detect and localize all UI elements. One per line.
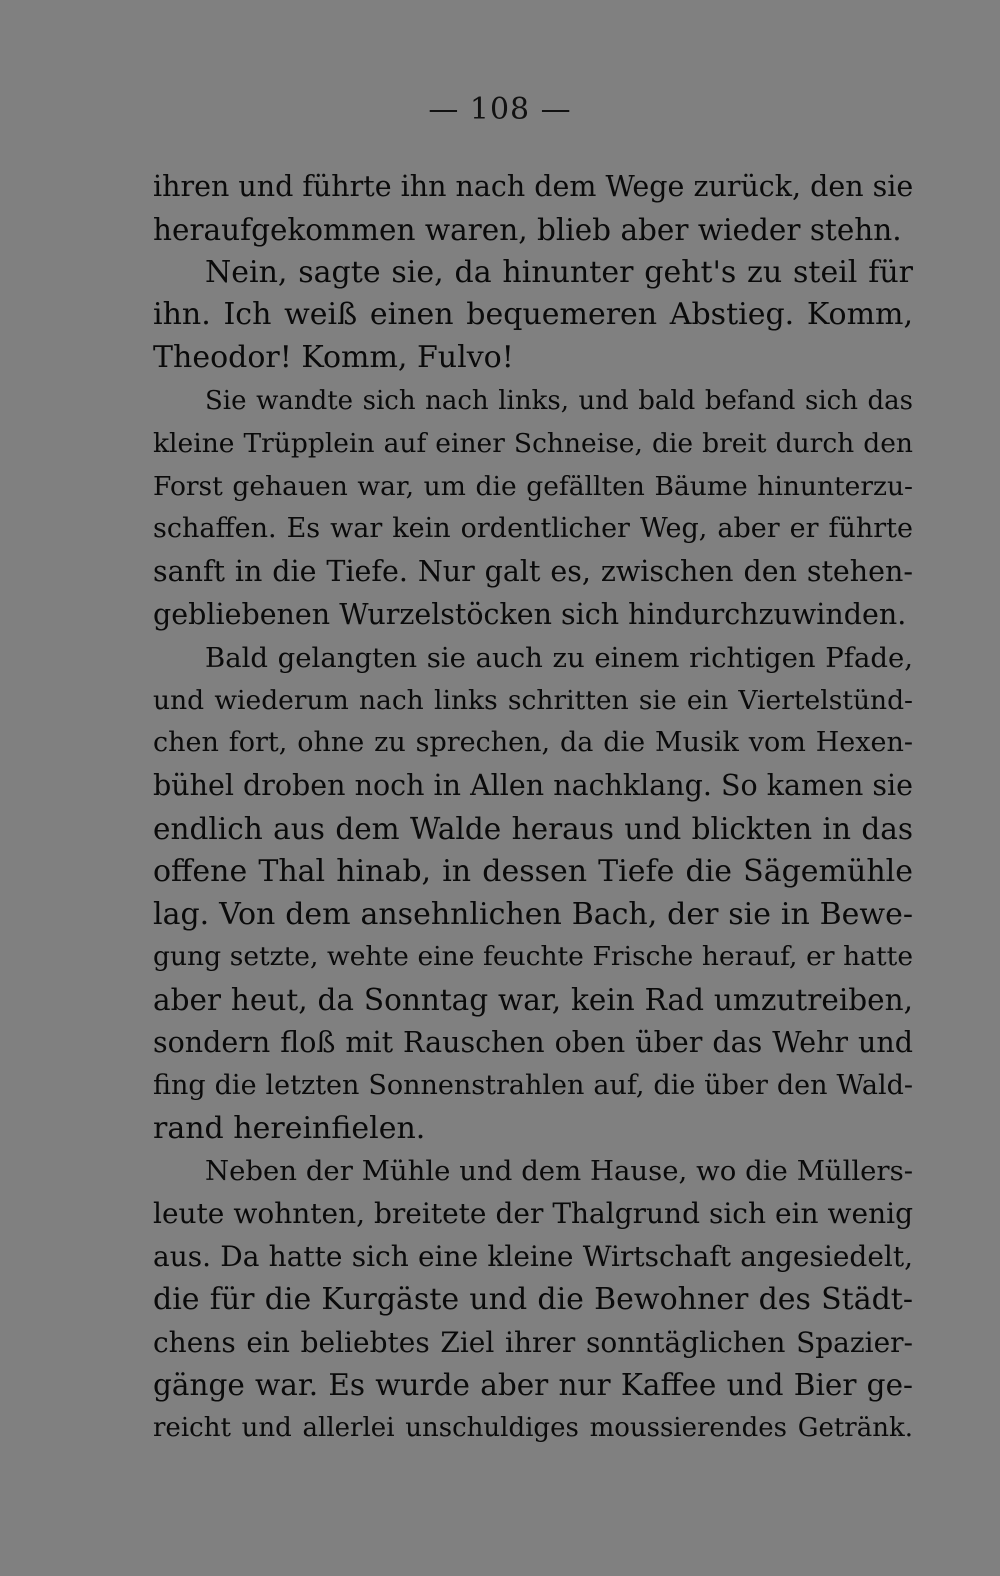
text-line: Forst gehauen war, um die gefällten Bäume hinunterzu- (153, 470, 913, 502)
text-line: chens ein beliebtes Ziel ihrer sonntäglichen Spazier- (153, 1325, 913, 1359)
text-line: aber heut, da Sonntag war, kein Rad umzutreiben, (153, 983, 913, 1018)
text-line: Sie wandte sich nach links, und bald befand sich das (205, 385, 913, 416)
text-line: sanft in die Tiefe. Nur galt es, zwischen den stehen- (153, 555, 913, 589)
text-line: ihn. Ich weiß einen bequemeren Abstieg. Komm, (153, 297, 913, 333)
text-line: kleine Trüpplein auf einer Schneise, die breit durch den (153, 427, 913, 459)
text-line: und wiederum nach links schritten sie ein Viertelstünd- (153, 684, 913, 716)
text-line: fing die letzten Sonnenstrahlen auf, die über den Wald- (153, 1069, 913, 1101)
text-line: leute wohnten, breitete der Thalgrund sich ein wenig (153, 1197, 913, 1231)
text-line: ihren und führte ihn nach dem Wege zurück, den sie (153, 170, 913, 203)
text-line: schaffen. Es war kein ordentlicher Weg, aber er führte (153, 513, 913, 545)
text-line: chen fort, ohne zu sprechen, da die Musik vom Hexen- (153, 727, 913, 759)
text-line: Theodor! Komm, Fulvo! (153, 340, 514, 376)
text-line: gung setzte, wehte eine feuchte Frische herauf, er hatte (153, 941, 913, 973)
body-text (153, 166, 913, 1450)
text-line: gänge war. Es wurde aber nur Kaffee und Bier ge- (153, 1368, 913, 1403)
text-line: reicht und allerlei unschuldiges moussierendes Getränk. (153, 1413, 913, 1444)
text-line: heraufgekommen waren, blieb aber wieder stehn. (153, 212, 902, 247)
text-line: gebliebenen Wurzelstöcken sich hindurchzuwinden. (153, 597, 907, 631)
text-line: Nein, sagte sie, da hinunter geht's zu steil für (205, 254, 913, 290)
page-number: — 108 — (428, 92, 572, 127)
text-line: die für die Kurgäste und die Bewohner des Städt- (153, 1281, 913, 1317)
text-line: Neben der Mühle und dem Hause, wo die Müllers- (205, 1155, 913, 1188)
text-line: offene Thal hinab, in dessen Tiefe die Sägemühle (153, 853, 913, 889)
text-line: lag. Von dem ansehnlichen Bach, der sie in Bewe- (153, 896, 913, 932)
text-line: Bald gelangten sie auch zu einem richtigen Pfade, (205, 641, 913, 674)
text-line: endlich aus dem Walde heraus und blickten in das (153, 811, 913, 846)
text-line: rand hereinfielen. (153, 1110, 426, 1146)
text-line: sondern floß mit Rauschen oben über das Wehr und (153, 1025, 913, 1059)
text-line: bühel droben noch in Allen nachklang. So kamen sie (153, 769, 913, 803)
text-line: aus. Da hatte sich eine kleine Wirtschaft angesiedelt, (153, 1239, 913, 1273)
